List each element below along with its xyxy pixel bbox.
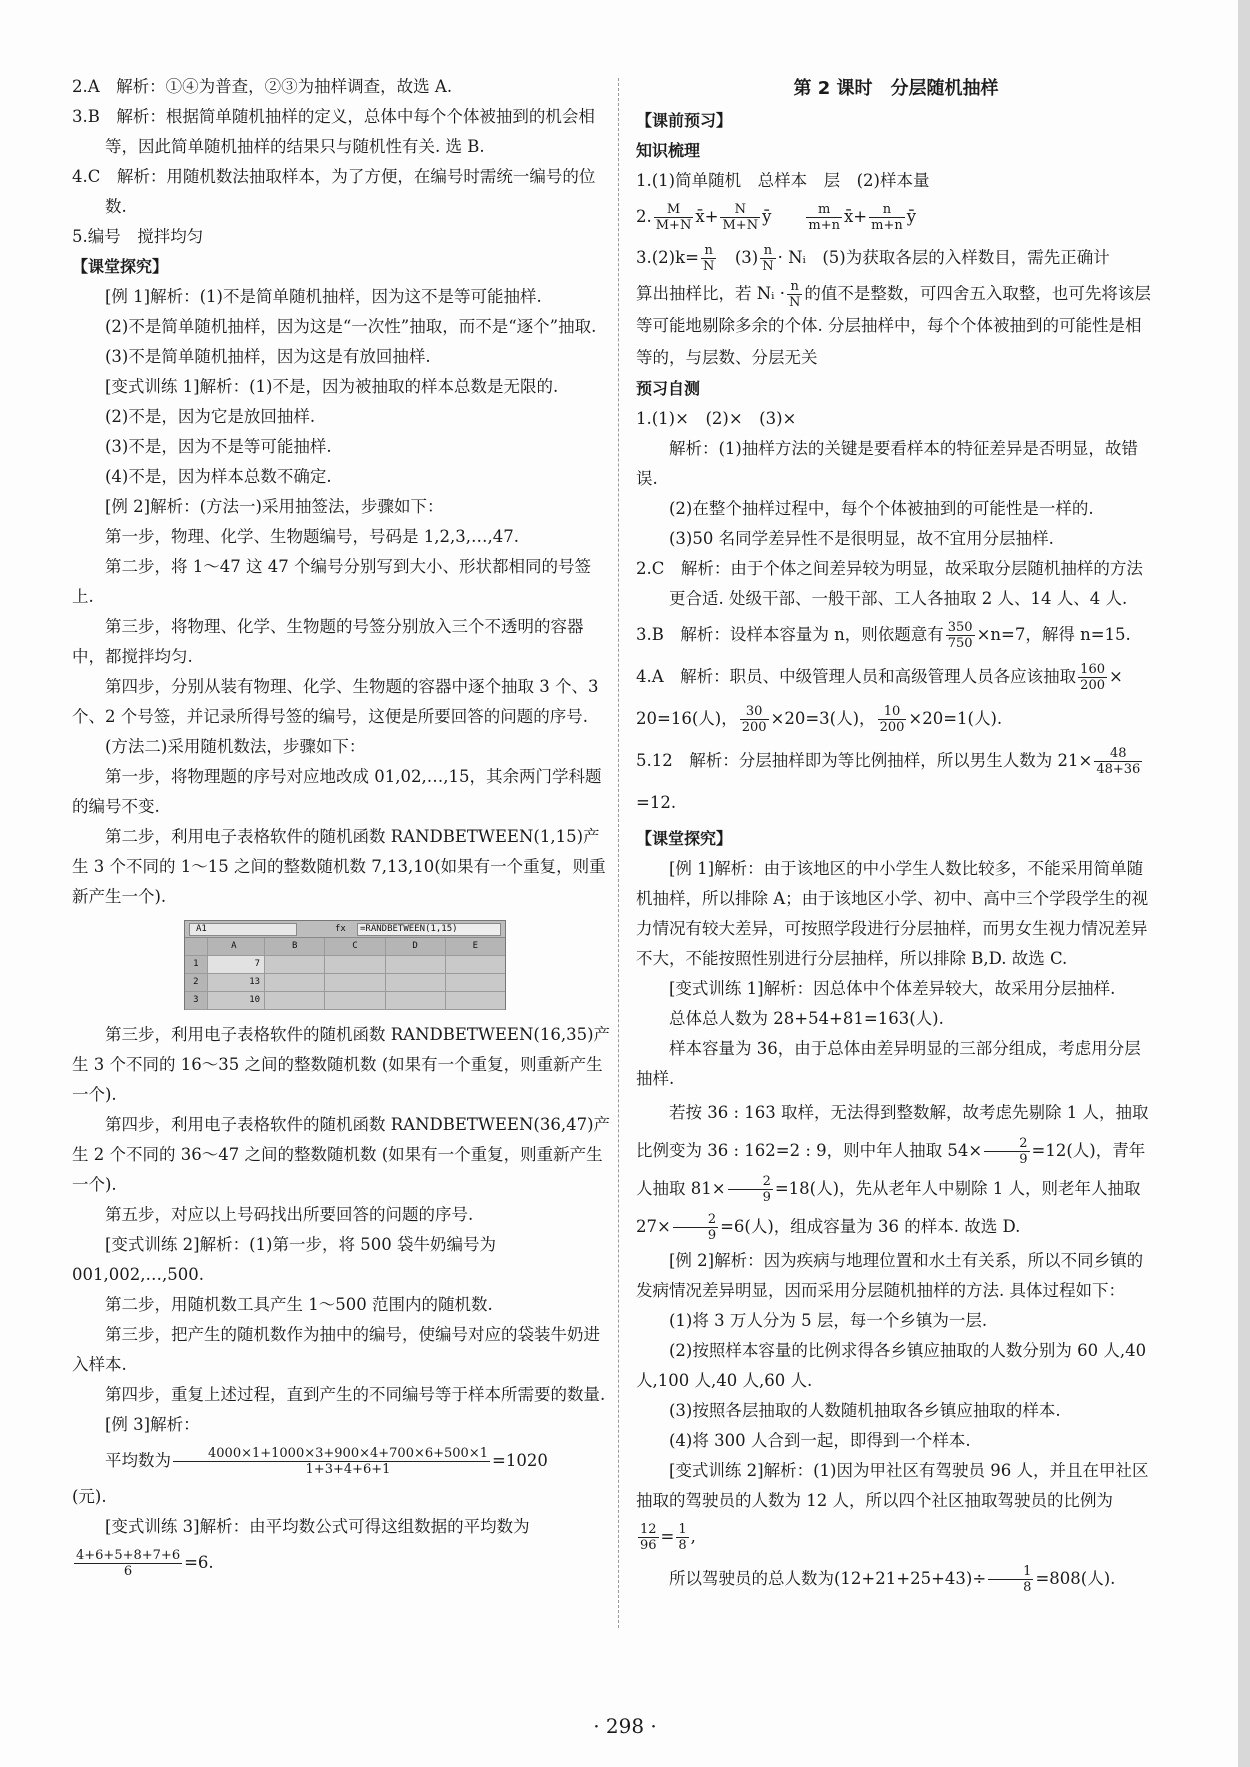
test-4-cont: 20=16(人)， $\frac{30}{200}$ ×20=3(人)， $\frac{10}{200}$ ×20=1(人). xyxy=(636,704,1003,735)
r-variant-2-ratio: $\frac{12}{96}$ = $\frac{1}{8}$ , xyxy=(640,1522,696,1553)
fraction: $\frac{n}{m+n}$ xyxy=(871,202,903,233)
answer-4: 4.C 解析：用随机数法抽取样本，为了方便，在编号时需统一编号的位数. xyxy=(72,167,596,216)
fraction: $\frac{2}{9}$ xyxy=(673,1212,718,1243)
fraction: $\frac{48}{48+36}$ xyxy=(1096,746,1141,777)
m2-step-5: 第五步，对应以上号码找出所要回答的问题的序号. xyxy=(105,1205,474,1224)
knowledge-2: 2. $\frac{M}{M+N}$ x̄+ $\frac{N}{M+N}$ ȳ $\frac{m}{m+n}$ x̄+ $\frac{n}{m+n}$ ȳ xyxy=(636,202,917,233)
example-3: [例 3]解析： xyxy=(105,1415,200,1434)
name-box: A1 xyxy=(189,923,297,936)
variant-2-step-3: 第三步，把产生的随机数作为抽中的编号，使编号对应的袋装牛奶进入样本. xyxy=(72,1325,600,1374)
test-1-3: (3)50 名同学差异性不是很明显，故不宜用分层抽样. xyxy=(669,529,1054,548)
average-result: =1020 xyxy=(492,1451,548,1470)
sheet-row xyxy=(185,956,505,974)
page-edge xyxy=(1238,0,1250,1767)
left-column xyxy=(72,72,612,1584)
cell-value: 7 xyxy=(208,956,265,973)
variant-3-result: =6. xyxy=(184,1553,214,1572)
knowledge-3: 3.(2)k= $\frac{n}{N}$ (3) $\frac{n}{N}$ · Nᵢ (5)为获取各层的入样数目，需先正确计 xyxy=(636,243,1110,274)
section-heading-class-2: 【课堂探究】 xyxy=(636,829,733,848)
m2-step-4: 第四步，利用电子表格软件的随机函数 RANDBETWEEN(36,47)产生 2 个不同的 36～47 之间的整数随机数 (如果有一个重复，则重新产生一个). xyxy=(72,1115,611,1194)
fraction: $\frac{12}{96}$ xyxy=(640,1522,657,1553)
sheet-grid xyxy=(185,938,505,1010)
r-example-2: [例 2]解析：因为疾病与地理位置和水土有关系，所以不同乡镇的发病情况差异明显，因而采用分层随机抽样的方法. 具体过程如下： xyxy=(636,1251,1144,1300)
row-header: 2 xyxy=(185,974,208,991)
r-variant-1: [变式训练 1]解析：因总体中个体差异较大，故采用分层抽样. xyxy=(669,979,1116,998)
example-1: [例 1]解析：(1)不是简单随机抽样，因为这不是等可能抽样. xyxy=(105,287,542,306)
col-header: C xyxy=(325,938,385,955)
col-header: B xyxy=(265,938,325,955)
test-1-2: (2)在整个抽样过程中，每个个体被抽到的可能性是一样的. xyxy=(669,499,1094,518)
r-variant-2-total: 所以驾驶员的总人数为(12+21+25+43)÷ $\frac{1}{8}$ =808(人). xyxy=(669,1564,1116,1595)
variant-2-step-2: 第二步，用随机数工具产生 1～500 范围内的随机数. xyxy=(105,1295,493,1314)
step-3: 第三步，将物理、化学、生物题的号签分别放入三个不透明的容器中，都搅拌均匀. xyxy=(72,617,584,666)
variant-2-step-4: 第四步，重复上述过程，直到产生的不同编号等于样本所需要的数量. xyxy=(105,1385,606,1404)
lesson-title: 第 2 课时 分层随机抽样 xyxy=(793,78,999,99)
fraction: $\frac{n}{N}$ xyxy=(762,243,774,274)
column-divider xyxy=(618,78,619,1628)
formula-text: =RANDBETWEEN(1,15) xyxy=(357,923,501,936)
average-fraction xyxy=(173,1446,490,1477)
test-4: 4.A 解析：职员、中级管理人员和高级管理人员各应该抽取 $\frac{160}{200}$ × xyxy=(636,662,1123,693)
fraction: $\frac{m}{m+n}$ xyxy=(808,202,840,233)
variant-2: [变式训练 2]解析：(1)第一步，将 500 袋牛奶编号为 001,002,…,500. xyxy=(72,1235,496,1284)
average-formula xyxy=(72,1440,612,1482)
variant-3: [变式训练 3]解析：由平均数公式可得这组数据的平均数为 xyxy=(105,1517,530,1536)
r-variant-1-total: 总体总人数为 28+54+81=163(人). xyxy=(669,1009,944,1028)
step-4: 第四步，分别从装有物理、化学、生物题的容器中逐个抽取 3 个、3 个、2 个号签，并记录所得号签的编号，这便是所要回答的问题的序号. xyxy=(72,677,599,726)
r-example-2-3: (3)按照各层抽取的人数随机抽取各乡镇应抽取的样本. xyxy=(669,1401,1061,1420)
spreadsheet-figure xyxy=(184,920,506,1010)
col-header: D xyxy=(386,938,446,955)
r-example-1: [例 1]解析：由于该地区的中小学生人数比较多，不能采用简单随机抽样，所以排除 A；由于该地区小学、初中、高中三个学段学生的视力情况有较大差异，可按照学段进行分层抽样，而男女生视力情况差异不大，不能按照性别进行分层抽样，所以排除 B,D. 故选 C. xyxy=(636,859,1149,968)
test-1: 1.(1)× (2)× (3)× xyxy=(636,409,797,428)
fraction: $\frac{350}{750}$ xyxy=(947,620,973,651)
step-1: 第一步，物理、化学、生物题编号，号码是 1,2,3,…,47. xyxy=(105,527,519,546)
section-heading-class: 【课堂探究】 xyxy=(72,257,169,276)
sheet-row xyxy=(185,992,505,1010)
cell-value: 10 xyxy=(208,992,265,1009)
fraction: $\frac{30}{200}$ xyxy=(741,704,767,735)
m2-step-3: 第三步，利用电子表格软件的随机函数 RANDBETWEEN(16,35)产生 3 个不同的 16～35 之间的整数随机数 (如果有一个重复，则重新产生一个). xyxy=(72,1025,611,1104)
test-3: 3.B 解析：设样本容量为 n，则依题意有 $\frac{350}{750}$ ×n=7，解得 n=15. xyxy=(636,620,1131,651)
variant-1-3: (3)不是，因为不是等可能抽样. xyxy=(105,437,332,456)
variant-1: [变式训练 1]解析：(1)不是，因为被抽取的样本总数是无限的. xyxy=(105,377,559,396)
row-header: 3 xyxy=(185,992,208,1009)
variant-1-4: (4)不是，因为样本总数不确定. xyxy=(105,467,332,486)
section-heading-preview: 【课前预习】 xyxy=(636,111,733,130)
fraction: $\frac{10}{200}$ xyxy=(879,704,905,735)
method-2: (方法二)采用随机数法，步骤如下： xyxy=(105,737,366,756)
answer-5: 5.编号 搅拌均匀 xyxy=(72,227,204,246)
test-2: 2.C 解析：由于个体之间差异较为明显，故采取分层随机抽样的方法更合适. 处级干部、一般干部、工人各抽取 2 人、14 人、4 人. xyxy=(636,559,1143,608)
fraction: $\frac{N}{M+N}$ xyxy=(722,202,759,233)
fraction: $\frac{2}{9}$ xyxy=(728,1174,773,1205)
answer-2: 2.A 解析：①④为普查，②③为抽样调查，故选 A. xyxy=(72,77,453,96)
sheet-header-row xyxy=(185,938,505,956)
row-header: 1 xyxy=(185,956,208,973)
r-variant-1-calc: 若按 36 : 163 取样，无法得到整数解，故考虑先剔除 1 人，抽取比例变为 36 : 162=2 : 9，则中年人抽取 54× $\frac{2}{9}$ =12(人)，青年人抽取 81× $\frac{2}{9}$ =18(人)，先从老年人中剔除 1 人，则老年人抽取 27× $\frac{2}{9}$ =6(人)，组成容量为 36 的样本. 故选 D. xyxy=(636,1103,1149,1243)
fraction: $\frac{2}{9}$ xyxy=(984,1136,1029,1167)
average-label: 平均数为 xyxy=(105,1451,171,1470)
example-1-2: (2)不是简单随机抽样，因为这是“一次性”抽取，而不是“逐个”抽取. xyxy=(105,317,597,336)
fraction: $\frac{160}{200}$ xyxy=(1080,662,1105,693)
average-unit: (元). xyxy=(72,1487,107,1506)
cell-value: 13 xyxy=(208,974,265,991)
step-2: 第二步，将 1～47 这 47 个编号分别写到大小、形状都相同的号签上. xyxy=(72,557,591,606)
subheading-knowledge: 知识梳理 xyxy=(636,141,701,160)
fx-icon: fx xyxy=(335,924,346,934)
col-header: A xyxy=(208,938,265,955)
example-1-3: (3)不是简单随机抽样，因为这是有放回抽样. xyxy=(105,347,431,366)
variant-1-2: (2)不是，因为它是放回抽样. xyxy=(105,407,316,426)
fraction: $\frac{1}{8}$ xyxy=(988,1564,1033,1595)
fraction: $\frac{1}{8}$ xyxy=(678,1522,687,1553)
example-2: [例 2]解析：(方法一)采用抽签法，步骤如下： xyxy=(105,497,444,516)
test-5: 5.12 解析：分层抽样即为等比例抽样，所以男生人数为 21× $\frac{48}{48+36}$ =12. xyxy=(636,746,1141,812)
r-variant-1-sample: 样本容量为 36，由于总体由差异明显的三部分组成，考虑用分层抽样. xyxy=(636,1039,1141,1088)
m2-step-1: 第一步，将物理题的序号对应地改成 01,02,…,15，其余两门学科题的编号不变. xyxy=(72,767,602,816)
fraction: $\frac{M}{M+N}$ xyxy=(655,202,692,233)
knowledge-1: 1.(1)简单随机 总样本 层 (2)样本量 xyxy=(636,171,930,190)
numerator: 4000×1+1000×3+900×4+700×6+500×1 xyxy=(173,1446,490,1462)
r-example-2-2: (2)按照样本容量的比例求得各乡镇应抽取的人数分别为 60 人,40 人,100 人,40 人,60 人. xyxy=(636,1341,1147,1390)
page-number: · 298 · xyxy=(593,1714,657,1738)
variant-3-fraction xyxy=(74,1548,182,1579)
variant-3-formula xyxy=(72,1542,612,1584)
denominator: 6 xyxy=(123,1564,133,1579)
subheading-selftest: 预习自测 xyxy=(636,379,701,398)
r-example-2-1: (1)将 3 万人分为 5 层，每一个乡镇为一层. xyxy=(669,1311,988,1330)
test-1-analysis: 解析：(1)抽样方法的关键是要看样本的特征差异是否明显，故错误. xyxy=(636,439,1138,488)
fraction: $\frac{n}{N}$ xyxy=(789,279,801,310)
r-variant-2: [变式训练 2]解析：(1)因为甲社区有驾驶员 96 人，并且在甲社区抽取的驾驶员的人数为 12 人，所以四个社区抽取驾驶员的比例为 xyxy=(636,1461,1149,1510)
sheet-row xyxy=(185,974,505,992)
denominator: 1+3+4+6+1 xyxy=(305,1462,391,1477)
right-column xyxy=(636,72,1156,1600)
col-header: E xyxy=(446,938,505,955)
numerator: 4+6+5+8+7+6 xyxy=(76,1548,181,1563)
knowledge-3-cont: 算出抽样比，若 Nᵢ · $\frac{n}{N}$ 的值不是整数，可四舍五入取整，也可先将该层等可能地剔除多余的个体. 分层抽样中，每个个体被抽到的可能性是相等的，与层数、分层无关 xyxy=(636,279,1151,367)
answer-3: 3.B 解析：根据简单随机抽样的定义，总体中每个个体被抽到的机会相等，因此简单随机抽样的结果只与随机性有关. 选 B. xyxy=(72,107,595,156)
m2-step-2: 第二步，利用电子表格软件的随机函数 RANDBETWEEN(1,15)产生 3 个不同的 1～15 之间的整数随机数 7,13,10(如果有一个重复，则重新产生一个). xyxy=(72,827,606,906)
r-example-2-4: (4)将 300 人合到一起，即得到一个样本. xyxy=(669,1431,971,1450)
corner-cell xyxy=(185,938,208,955)
formula-bar xyxy=(185,921,505,938)
fraction: $\frac{n}{N}$ xyxy=(702,243,715,274)
item-number: 2. xyxy=(636,207,652,226)
